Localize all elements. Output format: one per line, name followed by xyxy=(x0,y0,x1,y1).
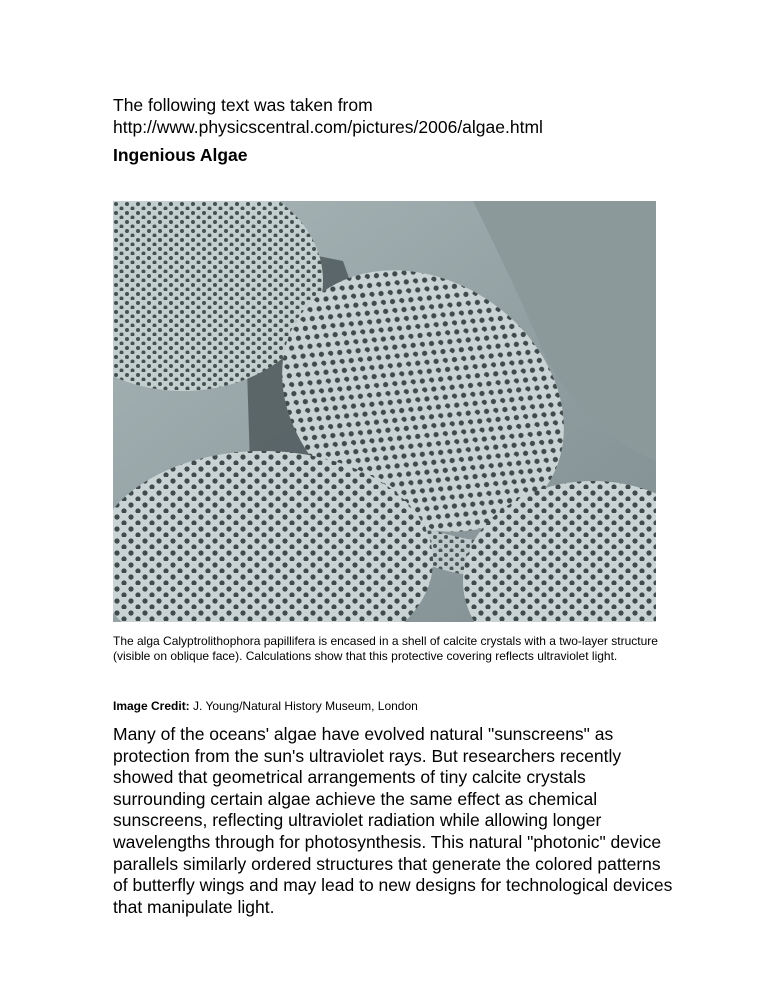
source-url: http://www.physicscentral.com/pictures/2006/algae.html xyxy=(113,117,543,137)
image-credit xyxy=(113,699,418,714)
image-credit-text: J. Young/Natural History Museum, London xyxy=(189,699,418,713)
image-credit-label: Image Credit: xyxy=(113,699,190,713)
micrograph-image xyxy=(113,201,656,622)
source-note xyxy=(113,94,713,138)
source-note-line: The following text was taken from xyxy=(113,95,373,115)
article-body: Many of the oceans' algae have evolved natural "sunscreens" as protection from the sun's ultraviolet rays. But researchers recently showed that geometrical arrangements of tiny calcite crystals surrounding certain algae achieve the same effect as chemical sunscreens, reflecting ultraviolet radiation while allowing longer wavelengths through for photosynthesis. This natural "photonic" device parallels similarly ordered structures that generate the colored patterns of butterfly wings and may lead to new designs for technological devices that manipulate light. xyxy=(113,724,673,917)
algae-micrograph xyxy=(113,201,656,622)
article-title: Ingenious Algae xyxy=(113,145,248,165)
figure-caption: The alga Calyptrolithophora papillifera is encased in a shell of calcite crystals with a two-layer structure (visible on oblique face). Calculations show that this protective covering reflects ultraviolet light. xyxy=(113,634,658,663)
